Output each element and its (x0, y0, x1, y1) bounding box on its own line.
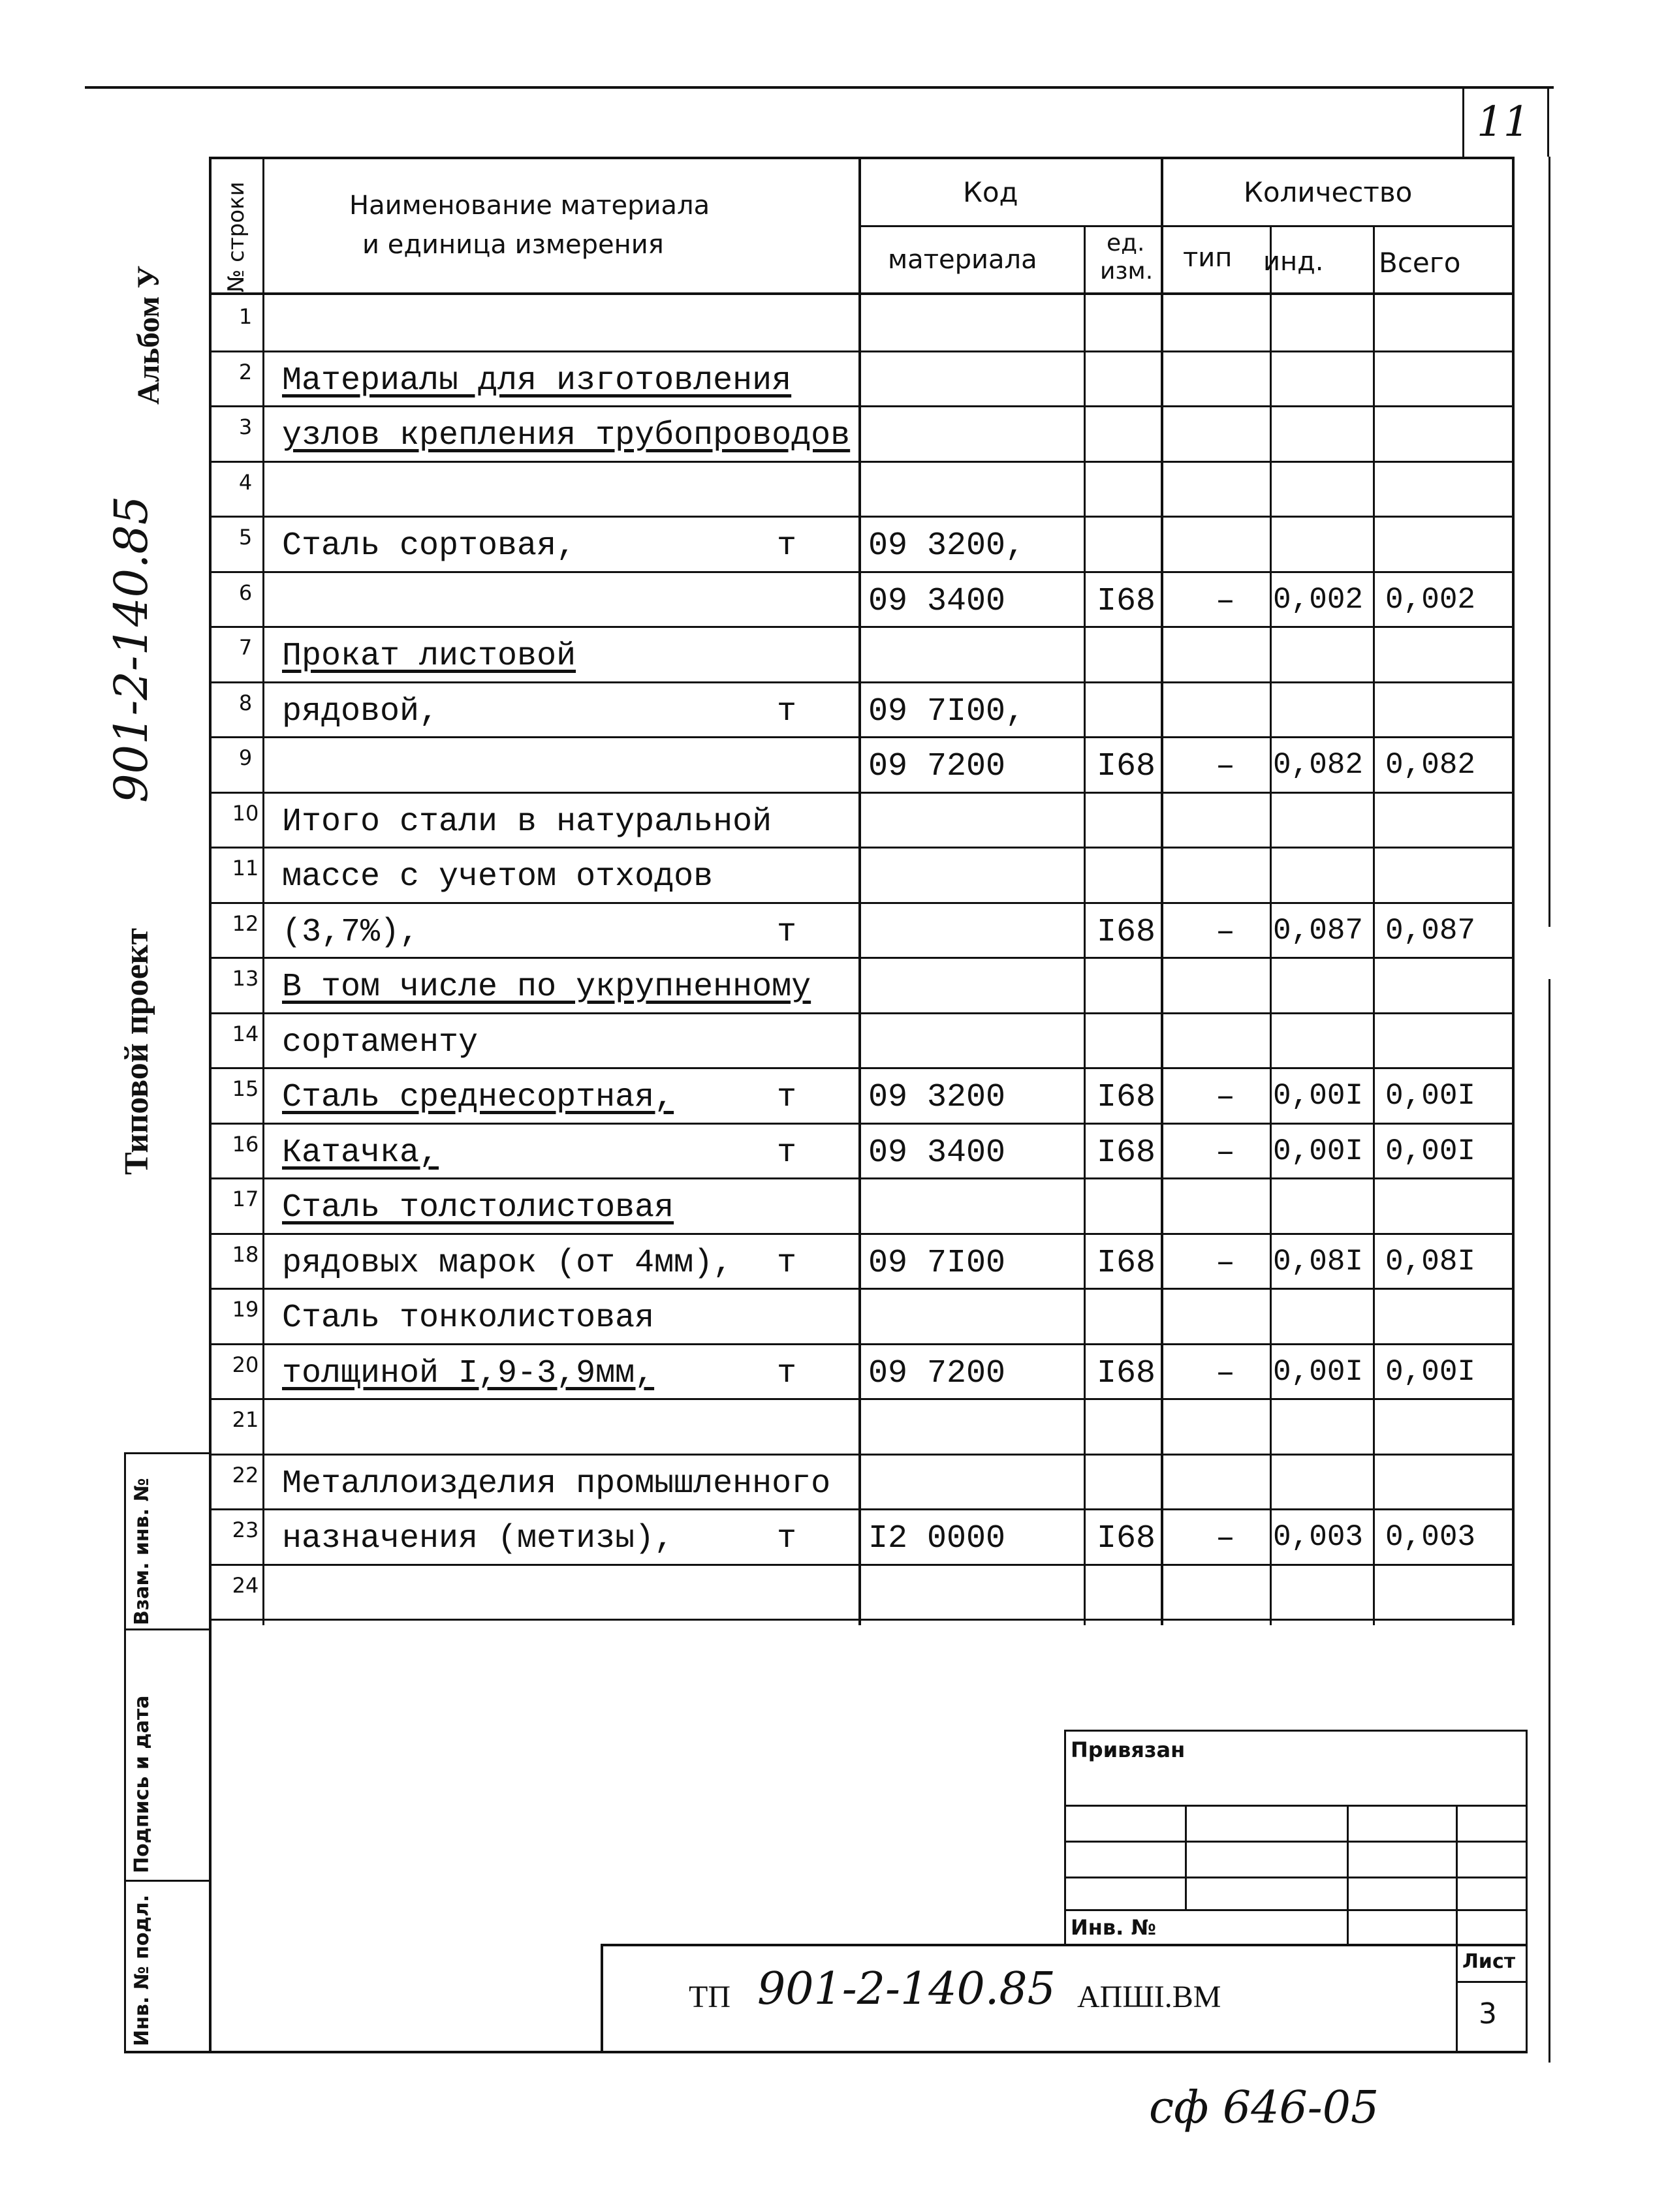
material-name: назначения (метизы), (282, 1520, 674, 1557)
inv-no-label: Инв. № (1071, 1915, 1156, 1940)
row-number: 24 (232, 1573, 259, 1598)
quantity-type: – (1216, 583, 1236, 620)
privyazan-label: Привязан (1071, 1737, 1186, 1762)
unit-code: I68 (1097, 1355, 1156, 1392)
row-separator (209, 1177, 1514, 1179)
header-name-line1: Наименование материала (349, 191, 710, 221)
doc-code: АПШI.ВМ (1077, 1980, 1221, 2014)
material-name: узлов крепления трубопроводов (282, 417, 851, 454)
unit-letter: т (777, 693, 797, 730)
material-name: Катачка, (282, 1134, 439, 1172)
unit-code: I68 (1097, 1520, 1156, 1557)
stamp-grid-vline-2 (1347, 1805, 1349, 1945)
material-name: сортаменту (282, 1024, 479, 1061)
quantity-type: – (1216, 1520, 1236, 1557)
row-number: 1 (238, 304, 253, 329)
header-row-no: № строки (223, 181, 249, 292)
project-code-handwritten: 901-2-140.85 (104, 495, 158, 803)
material-name: Сталь сортовая, (282, 527, 576, 565)
quantity-ind: 0,00I (1273, 1134, 1364, 1168)
row-number: 11 (232, 856, 259, 880)
col-line-right (1512, 157, 1515, 1625)
material-code: I2 0000 (868, 1520, 1006, 1557)
material-code: 09 7200 (868, 1355, 1006, 1392)
tp-prefix: ТП (689, 1980, 731, 2014)
header-mid-line (858, 225, 1514, 227)
unit-code: I68 (1097, 914, 1156, 951)
col-line-type (1270, 225, 1272, 1625)
material-name: Сталь толстолистовая (282, 1189, 674, 1226)
quantity-total: 0,00I (1385, 1355, 1476, 1389)
col-line-unit (1161, 157, 1163, 1625)
row-number: 10 (232, 801, 259, 826)
title-block-left-line (601, 1944, 603, 2053)
unit-code: I68 (1097, 1245, 1156, 1282)
quantity-type: – (1216, 914, 1236, 951)
unit-code: I68 (1097, 1079, 1156, 1116)
header-total: Всего (1379, 247, 1461, 279)
quantity-total: 0,08I (1385, 1245, 1476, 1279)
row-number: 17 (232, 1187, 259, 1211)
row-number: 13 (232, 966, 259, 991)
material-code: 09 7I00, (868, 693, 1026, 730)
material-name: Итого стали в натуральной (282, 803, 772, 841)
row-number: 3 (238, 414, 253, 439)
material-code: 09 3400 (868, 1134, 1006, 1172)
row-separator (209, 1012, 1514, 1014)
unit-letter: т (777, 527, 797, 565)
row-number: 5 (238, 525, 253, 550)
sheet-label-line (1456, 1981, 1528, 1983)
quantity-total: 0,082 (1385, 748, 1476, 782)
stamp-grid-line-4 (1064, 1909, 1528, 1911)
header-unit-line2: изм. (1100, 258, 1154, 285)
stamp-grid-line-1 (1064, 1805, 1528, 1807)
header-type: тип (1183, 243, 1233, 273)
right-margin-line-upper (1548, 157, 1550, 927)
row-number: 22 (232, 1463, 259, 1488)
signature-date-label: Подпись и дата (131, 1695, 153, 1873)
quantity-total: 0,002 (1385, 583, 1476, 617)
row-separator (209, 461, 1514, 463)
typical-project-label: Типовой проект (118, 927, 155, 1175)
material-code: 09 3200, (868, 527, 1026, 565)
row-number: 19 (232, 1297, 259, 1322)
quantity-type: – (1216, 1079, 1236, 1116)
material-name: Сталь тонколистовая (282, 1300, 655, 1337)
header-code: Код (963, 176, 1018, 208)
quantity-type: – (1216, 1245, 1236, 1282)
row-number: 12 (232, 911, 259, 936)
page-number-box-right (1547, 86, 1549, 157)
row-number: 9 (238, 745, 253, 770)
col-line-ind (1373, 225, 1375, 1625)
sheet-label: Лист (1462, 1950, 1516, 1973)
bottom-frame-line (124, 2051, 1528, 2053)
row-separator (209, 681, 1514, 683)
title-block-top-line (601, 1944, 1528, 1946)
unit-letter: т (777, 914, 797, 951)
row-number: 8 (238, 691, 253, 715)
stamp-top-line (1064, 1730, 1528, 1732)
left-strip-top (124, 1452, 210, 1454)
row-separator (209, 792, 1514, 794)
row-separator (209, 902, 1514, 904)
row-separator (209, 571, 1514, 573)
row-number: 16 (232, 1132, 259, 1157)
row-separator (209, 1343, 1514, 1345)
row-separator (209, 1067, 1514, 1069)
material-name: Прокат листовой (282, 638, 576, 675)
quantity-ind: 0,087 (1273, 914, 1364, 948)
unit-letter: т (777, 1079, 797, 1116)
quantity-type: – (1216, 1134, 1236, 1172)
top-border-line (85, 86, 1554, 89)
unit-letter: т (777, 1245, 797, 1282)
row-number: 7 (238, 635, 253, 660)
material-name: толщиной I,9-3,9мм, (282, 1355, 655, 1392)
row-separator (209, 847, 1514, 849)
col-line-name (858, 157, 861, 1625)
row-separator (209, 1564, 1514, 1566)
stamp-right-line (1526, 1730, 1528, 2053)
quantity-ind: 0,08I (1273, 1245, 1364, 1279)
inv-podl-label: Инв. № подл. (131, 1894, 153, 2046)
row-separator (209, 1398, 1514, 1400)
material-name: Материалы для изготовления (282, 362, 792, 399)
stamp-grid-vline-3 (1456, 1805, 1458, 2053)
left-strip-sep-2 (124, 1880, 210, 1882)
tp-number-handwritten: 901-2-140.85 (757, 1963, 1056, 2015)
row-number: 18 (232, 1242, 259, 1267)
unit-letter: т (777, 1520, 797, 1557)
row-number: 6 (238, 580, 253, 605)
row-separator (209, 736, 1514, 738)
quantity-ind: 0,002 (1273, 583, 1364, 617)
quantity-total: 0,00I (1385, 1079, 1476, 1113)
stamp-grid-line-2 (1064, 1841, 1528, 1843)
stamp-grid-vline-1 (1185, 1805, 1187, 1909)
handwritten-note: сф 646-05 (1149, 2082, 1379, 2134)
frame-left-line-lower (209, 1452, 212, 2053)
quantity-total: 0,087 (1385, 914, 1476, 948)
row-separator (209, 350, 1514, 352)
header-quantity: Количество (1244, 176, 1413, 208)
row-number: 21 (232, 1407, 259, 1432)
album-label: Альбом У (131, 265, 166, 405)
row-number: 2 (238, 360, 253, 384)
row-separator (209, 405, 1514, 407)
unit-code: I68 (1097, 1134, 1156, 1172)
material-name: (3,7%), (282, 914, 420, 951)
material-name: рядовых марок (от 4мм), (282, 1245, 733, 1282)
sheet-number: 3 (1479, 1997, 1497, 2031)
row-separator (209, 1233, 1514, 1235)
header-unit-line1: ед. (1107, 230, 1145, 257)
quantity-ind: 0,00I (1273, 1355, 1364, 1389)
material-name: массе с учетом отходов (282, 858, 714, 896)
row-separator (209, 1508, 1514, 1510)
right-margin-line-lower (1548, 979, 1550, 2063)
quantity-ind: 0,00I (1273, 1079, 1364, 1113)
left-strip-sep-1 (124, 1628, 210, 1630)
material-code: 09 7200 (868, 748, 1006, 785)
page-number: 11 (1477, 98, 1530, 146)
row-separator (209, 1619, 1514, 1621)
material-code: 09 7I00 (868, 1245, 1006, 1282)
row-number: 15 (232, 1076, 259, 1101)
material-name: Металлоизделия промышленного (282, 1465, 831, 1503)
unit-code: I68 (1097, 748, 1156, 785)
col-line-rowno (262, 157, 264, 1625)
row-separator (209, 516, 1514, 518)
material-code: 09 3200 (868, 1079, 1006, 1116)
vzam-inv-label: Взам. инв. № (131, 1478, 153, 1625)
row-number: 14 (232, 1021, 259, 1046)
quantity-total: 0,003 (1385, 1520, 1476, 1554)
table-top-line (209, 157, 1514, 159)
row-number: 4 (238, 470, 253, 495)
header-ind: инд. (1263, 247, 1324, 277)
quantity-total: 0,00I (1385, 1134, 1476, 1168)
header-material: материала (888, 245, 1037, 275)
row-separator (209, 1288, 1514, 1290)
row-number: 23 (232, 1518, 259, 1542)
col-line-code (1084, 225, 1086, 1625)
quantity-ind: 0,082 (1273, 748, 1364, 782)
stamp-left-line (1064, 1730, 1066, 1945)
material-name: рядовой, (282, 693, 439, 730)
row-separator (209, 626, 1514, 628)
stamp-grid-line-3 (1064, 1877, 1528, 1878)
material-name: Сталь среднесортная, (282, 1079, 674, 1116)
row-number: 20 (232, 1352, 259, 1377)
unit-letter: т (777, 1134, 797, 1172)
header-name-line2: и единица измерения (362, 230, 664, 260)
material-name: В том числе по укрупненному (282, 969, 811, 1006)
quantity-type: – (1216, 1355, 1236, 1392)
material-code: 09 3400 (868, 583, 1006, 620)
quantity-ind: 0,003 (1273, 1520, 1364, 1554)
header-bottom-line (209, 292, 1514, 295)
page-number-box-left (1462, 86, 1464, 157)
row-separator (209, 957, 1514, 959)
row-separator (209, 1454, 1514, 1456)
unit-code: I68 (1097, 583, 1156, 620)
unit-letter: т (777, 1355, 797, 1392)
quantity-type: – (1216, 748, 1236, 785)
row-separator (209, 1123, 1514, 1125)
left-strip-line (124, 1452, 126, 2053)
